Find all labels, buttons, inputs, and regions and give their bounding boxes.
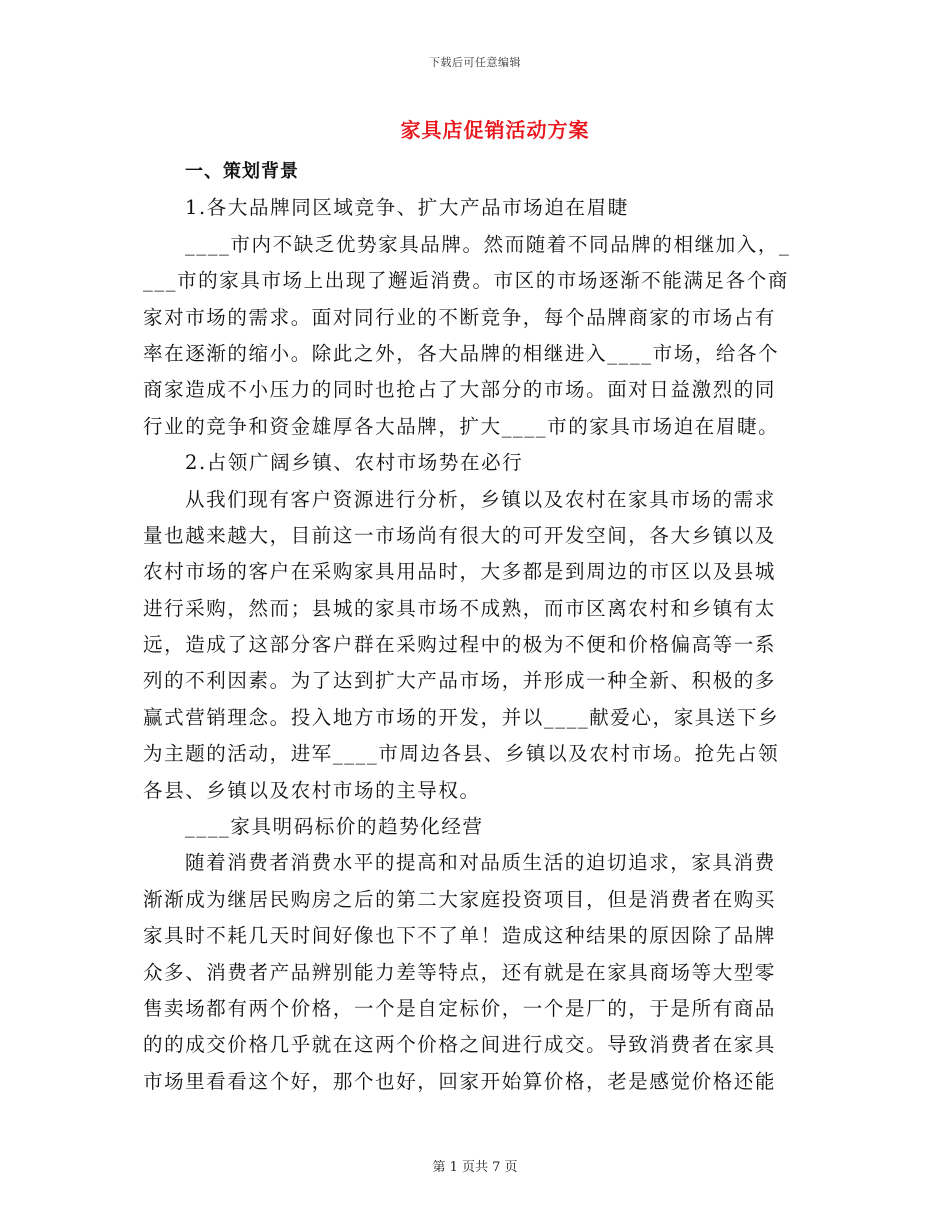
paragraph-line: 市场里看看这个好，那个也好，回家开始算价格，老是感觉价格还能 xyxy=(143,1069,777,1093)
paragraph-line: 售卖场都有两个价格，一个是自定标价，一个是厂的，于是所有商品 xyxy=(143,996,777,1020)
paragraph-line: 远，造成了这部分客户群在采购过程中的极为不便和价格偏高等一系 xyxy=(143,633,777,657)
section-heading: 一、策划背景 xyxy=(185,161,299,182)
page-footer: 第 1 页共 7 页 xyxy=(432,1160,518,1175)
subsection-heading: 2.占领广阔乡镇、农村市场势在必行 xyxy=(185,451,524,475)
paragraph-line: 各县、乡镇以及农村市场的主导权。 xyxy=(143,778,481,802)
document-title: 家具店促销活动方案 xyxy=(400,118,590,142)
paragraph-line: 进行采购，然而；县城的家具市场不成熟，而市区离农村和乡镇有太 xyxy=(143,596,777,620)
paragraph-line: 众多、消费者产品辨别能力差等特点，还有就是在家具商场等大型零 xyxy=(143,960,777,984)
paragraph-line: 农村市场的客户在采购家具用品时，大多都是到周边的市区以及县城 xyxy=(143,560,777,584)
paragraph-line: 为主题的活动，进军____市周边各县、乡镇以及农村市场。抢先占领 xyxy=(143,742,780,766)
page-header: 下载后可任意编辑 xyxy=(429,56,521,69)
paragraph-line: 随着消费者消费水平的提高和对品质生活的迫切追求，家具消费 xyxy=(185,851,776,875)
subsection-heading: ____家具明码标价的趋势化经营 xyxy=(185,815,484,839)
paragraph-line: ___市的家具市场上出现了邂逅消费。市区的市场逐渐不能满足各个商 xyxy=(143,269,789,293)
subsection-heading: 1.各大品牌同区域竞争、扩大产品市场迫在眉睫 xyxy=(185,196,629,220)
paragraph-line: 家具时不耗几天时间好像也下不了单！造成这种结果的原因除了品牌 xyxy=(143,924,777,948)
paragraph-line: 渐渐成为继居民购房之后的第二大家庭投资项目，但是消费者在购买 xyxy=(143,887,777,911)
paragraph-line: 家对市场的需求。面对同行业的不断竞争，每个品牌商家的市场占有 xyxy=(143,305,777,329)
paragraph-line: 行业的竞争和资金雄厚各大品牌，扩大____市的家具市场迫在眉睫。 xyxy=(143,414,780,438)
paragraph-line: 列的不利因素。为了达到扩大产品市场，并形成一种全新、积极的多 xyxy=(143,669,777,693)
paragraph-line: 赢式营销理念。投入地方市场的开发，并以____献爱心，家具送下乡 xyxy=(143,705,780,729)
paragraph-line: 商家造成不小压力的同时也抢占了大部分的市场。面对日益激烈的同 xyxy=(143,378,777,402)
paragraph-line: 从我们现有客户资源进行分析，乡镇以及农村在家具市场的需求 xyxy=(185,487,776,511)
paragraph-line: 率在逐渐的缩小。除此之外，各大品牌的相继进入____市场，给各个 xyxy=(143,341,780,365)
paragraph-line: 的的成交价格几乎就在这两个价格之间进行成交。导致消费者在家具 xyxy=(143,1033,777,1057)
paragraph-line: 量也越来越大，目前这一市场尚有很大的可开发空间，各大乡镇以及 xyxy=(143,523,777,547)
document-body xyxy=(143,154,798,1100)
paragraph-line: ____市内不缺乏优势家具品牌。然而随着不同品牌的相继加入，_ xyxy=(185,232,791,256)
